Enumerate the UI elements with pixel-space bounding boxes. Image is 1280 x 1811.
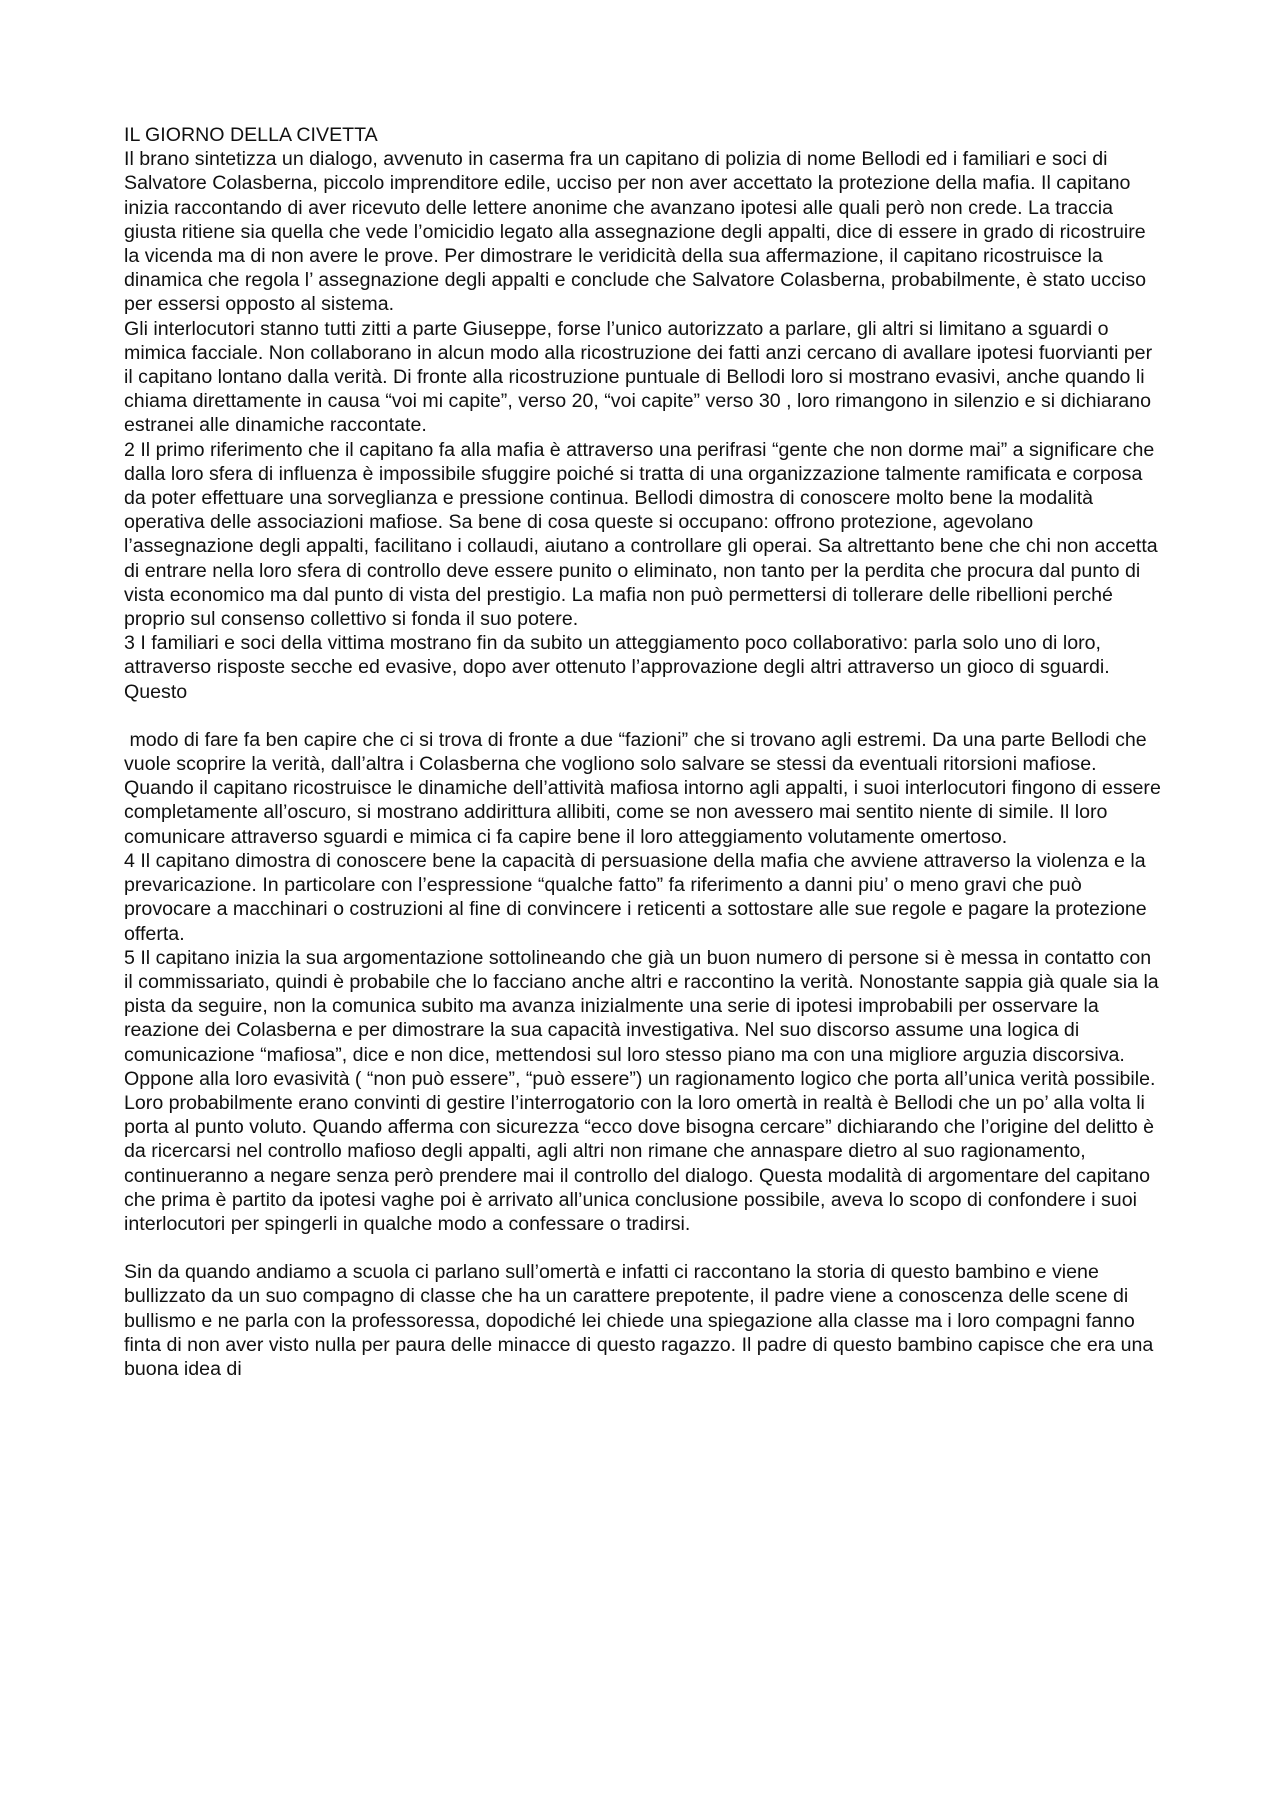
paragraph-gap (124, 1236, 1164, 1260)
paragraph-omerta-school: Sin da quando andiamo a scuola ci parlano sull’omertà e infatti ci raccontano la storia di questo bambino e viene bullizzato da un suo compagno di classe che ha un carattere prepotente, il padre viene a conoscenza delle scene di bullismo e ne parla con la professoressa, dopodiché lei chiede una spiegazione alla classe ma i loro compagni fanno finta di non aver visto nulla per paura delle minacce di questo ragazzo. Il padre di questo bambino capisce che era una buona idea di (124, 1261, 1159, 1380)
paragraph-interlocutors: Gli interlocutori stanno tutti zitti a parte Giuseppe, forse l’unico autorizzato a parlare, gli altri si limitano a sguardi o mimica facciale. Non collaborano in alcun modo alla ricostruzione dei fatti anzi cercano di avallare ipotesi fuorvianti per il capitano lontano dalla verità. Di fronte alla ricostruzione puntuale di Bellodi loro si mostrano evasivi, anche quando li chiama direttamente in causa “voi mi capite”, verso 20, “voi capite” verso 30 , loro rimangono in silenzio e si dichiarano estranei alle dinamiche raccontate. (124, 317, 1158, 437)
paragraph-gap (124, 704, 1164, 728)
paragraph-point-3-continued: modo di fare fa ben capire che ci si trova di fronte a due “fazioni” che si trovano agli estremi. Da una parte Bellodi che vuole scoprire la verità, dall’altra i Colasberna che vogliono solo salvare se stessi da eventuali ritorsioni mafiose. Quando il capitano ricostruisce le dinamiche dell’attività mafiosa intorno agli appalti, i suoi interlocutori fingono di essere completamente all’oscuro, si mostrano addirittura allibiti, come se non avessero mai sentito niente di simile. Il loro comunicare attraverso sguardi e mimica ci fa capire bene il loro atteggiamento volutamente omertoso. (124, 728, 1167, 848)
paragraph-point-2: 2 Il primo riferimento che il capitano fa alla mafia è attraverso una perifrasi “gente che non dorme mai” a significare che dalla loro sfera di influenza è impossibile sfuggire poiché si tratta di una organizzazione talmente ramificata e corposa da poter effettuare una sorveglianza e pressione continua. Bellodi dimostra di conoscere molto bene la modalità operativa delle associazioni mafiose. Sa bene di cosa queste si occupano: offrono protezione, agevolano l’assegnazione degli appalti, facilitano i collaudi, aiutano a controllare gli operai. Sa altrettanto bene che chi non accetta di entrare nella loro sfera di controllo deve essere punito o eliminato, non tanto per la perdita che procura dal punto di vista economico ma dal punto di vista del prestigio. La mafia non può permettersi di tollerare delle ribellioni perché proprio sul consenso collettivo si fonda il suo potere. (124, 438, 1164, 631)
document-page (124, 123, 1167, 1381)
paragraph-summary: Il brano sintetizza un dialogo, avvenuto in caserma fra un capitano di polizia di nome Bellodi ed i familiari e soci di Salvatore Colasberna, piccolo imprenditore edile, ucciso per non aver accettato la protezione della mafia. Il capitano inizia raccontando di aver ricevuto delle lettere anonime che avanzano ipotesi alle quali però non crede. La traccia giusta ritiene sia quella che vede l’omicidio legato alla assegnazione degli appalti, dice di essere in grado di ricostruire la vicenda ma di non avere le prove. Per dimostrare le veridicità della sua affermazione, il capitano ricostruisce la dinamica che regola l’ assegnazione degli appalti e conclude che Salvatore Colasberna, probabilmente, è stato ucciso per essersi opposto al sistema. (124, 148, 1152, 316)
paragraph-point-3: 3 I familiari e soci della vittima mostrano fin da subito un atteggiamento poco collaborativo: parla solo uno di loro, attraverso risposte secche ed evasive, dopo aver ottenuto l’approvazione degli altri attraverso un gioco di sguardi. Questo (124, 632, 1116, 703)
paragraph-point-5: 5 Il capitano inizia la sua argomentazione sottolineando che già un buon numero di persone si è messa in contatto con il commissariato, quindi è probabile che lo facciano anche altri e raccontino la verità. Nonostante sappia già quale sia la pista da seguire, non la comunica subito ma avanza inizialmente una serie di ipotesi improbabili per osservare la reazione dei Colasberna e per dimostrare la sua capacità investigativa. Nel suo discorso assume una logica di comunicazione “mafiosa”, dice e non dice, mettendosi sul loro stesso piano ma con una migliore arguzia discorsiva. Oppone alla loro evasività ( “non può essere”, “può essere”) un ragionamento logico che porta all’unica verità possibile. Loro probabilmente erano convinti di gestire l’interrogatorio con la loro omertà in realtà è Bellodi che un po’ alla volta li porta al punto voluto. Quando afferma con sicurezza “ecco dove bisogna cercare” dichiarando che l’origine del delitto è da ricercarsi nel controllo mafioso degli appalti, agli altri non rimane che annaspare dietro al suo ragionamento, continueranno a negare senza però prendere mai il controllo del dialogo. Questa modalità di argomentare del capitano che prima è partito da ipotesi vaghe poi è arrivato all’unica conclusione possibile, aveva lo scopo di confondere i suoi interlocutori per spingerli in qualche modo a confessare o tradirsi. (124, 946, 1165, 1235)
paragraph-point-4: 4 Il capitano dimostra di conoscere bene la capacità di persuasione della mafia che avviene attraverso la violenza e la prevaricazione. In particolare con l’espressione “qualche fatto” fa riferimento a danni piu’ o meno gravi che può provocare a macchinari o costruzioni al fine di convincere i reticenti a sottostare alle sue regole e pagare la protezione offerta. (124, 849, 1153, 945)
document-title: IL GIORNO DELLA CIVETTA (124, 124, 378, 146)
